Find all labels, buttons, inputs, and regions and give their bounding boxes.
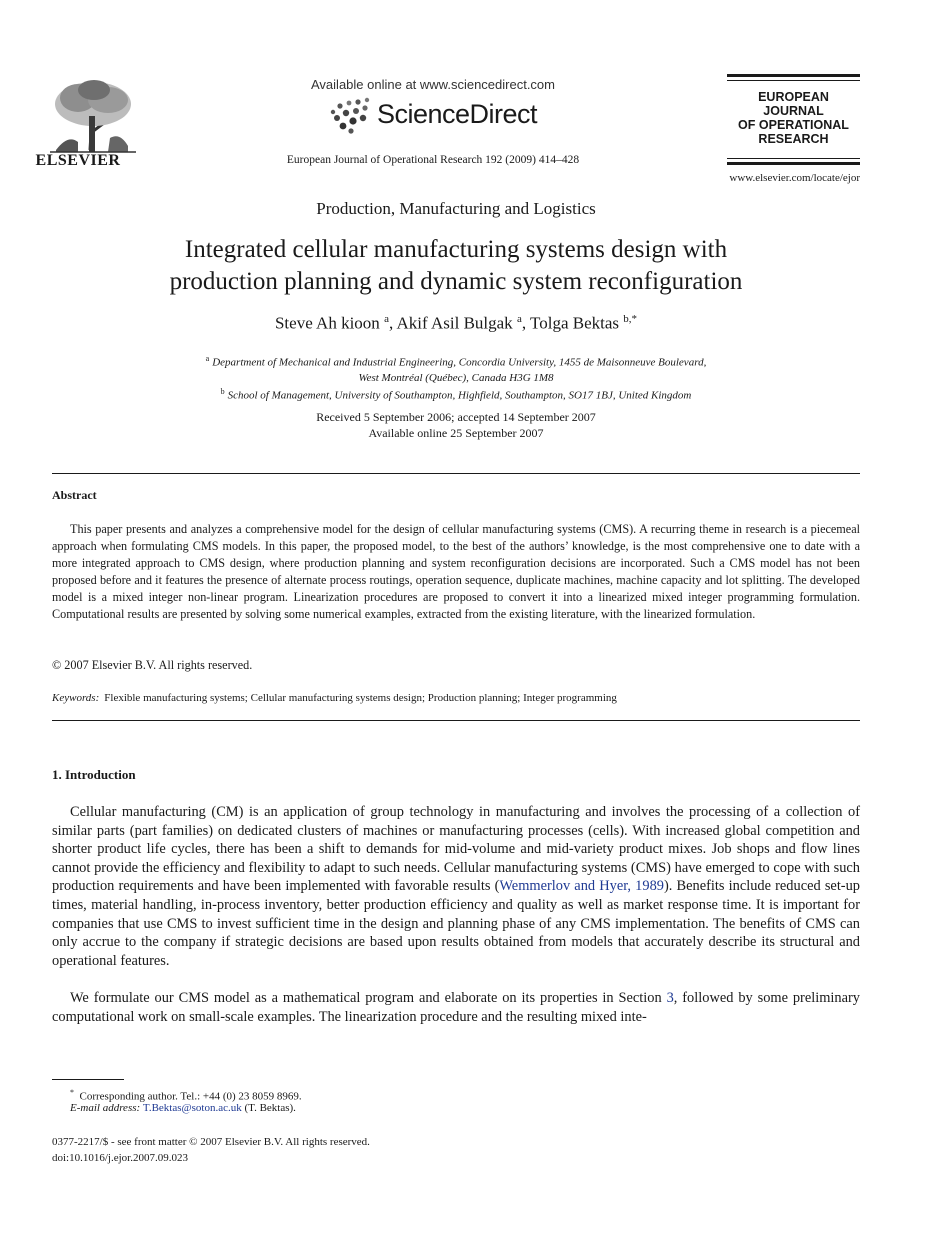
affiliation-line: Department of Mechanical and Industrial Engineering, Concordia University, 1455 de Maisonneuve Boulevard, (212, 356, 707, 369)
footnote-mark: * (70, 1088, 74, 1097)
paragraph-text: We formulate our CMS model as a mathematical program and elaborate on its properties in Section (70, 990, 667, 1006)
abstract-copyright: © 2007 Elsevier B.V. All rights reserved. (52, 658, 253, 672)
issn-line: 0377-2217/$ - see front matter © 2007 Elsevier B.V. All rights reserved. (52, 1136, 370, 1148)
section-heading-introduction: 1. Introduction (52, 767, 136, 782)
journal-logo-text: EUROPEAN JOURNAL OF OPERATIONAL RESEARCH (738, 90, 849, 146)
journal-logo-rule-bottom (727, 162, 860, 165)
email-link[interactable]: T.Bektas@soton.ac.uk (142, 1102, 242, 1114)
author-name[interactable]: Tolga Bektas (530, 313, 620, 333)
author-separator: , (388, 313, 397, 333)
paragraph-text: ). Benefits include reduced set-up times, material handling, in-process inventory, better production efficiency and quality as well as market response time. It is important for companies that use CMS to invest sufficient time in the design and planning phase of any CMS implementation. The benefits of CMS can only accrue to the company if strategic decisions are based upon results obtained from models that accurately describe its structural and operational features. (52, 878, 860, 969)
affiliation-a (130, 351, 782, 386)
divider (52, 473, 860, 474)
author-separator: , (521, 313, 531, 333)
author-list (0, 313, 912, 334)
author-affiliation-mark[interactable]: b,* (623, 313, 638, 325)
paragraph-text: , followed by some preliminary computational work on small-scale examples. The linearization procedure and the resulting mixed inte- (52, 990, 860, 1025)
received-date: Received 5 September 2006; accepted 14 September 2007 (316, 410, 596, 424)
doi-link[interactable]: doi:10.1016/j.ejor.2007.09.023 (52, 1152, 188, 1164)
affiliation-line: School of Management, University of Southampton, Highfield, Southampton, SO17 1BJ, United Kingdom (227, 389, 692, 402)
email-label: E-mail address: (70, 1102, 141, 1114)
sciencedirect-logo (325, 96, 555, 136)
keywords (52, 692, 860, 704)
keywords-list: Flexible manufacturing systems; Cellular manufacturing systems design; Production planning; Integer programming (104, 692, 617, 704)
author-name[interactable]: Steve Ah kioon (274, 313, 380, 333)
available-online-text: Available online at www.sciencedirect.com (311, 77, 555, 92)
author-affiliation-mark[interactable]: a (516, 313, 522, 325)
footnote-divider (52, 1079, 124, 1080)
paragraph-text: Cellular manufacturing (CM) is an application of group technology in manufacturing and involves the processing of a collection of similar parts (part families) on dedicated clusters of machines or manufacturing processes (cells). With increased global competition and shorter product life cycles, there has been a shift to demands for mid-volume and mid-variety product mixes. Job shops and flow lines cannot provide the efficiency and flexibility to adapt to such needs. Cellular manufacturing systems (CMS) have emerged to cope with such production requirements and have been implemented with favorable results ( (52, 804, 860, 895)
affiliation-b (130, 384, 782, 404)
intro-paragraph-2 (52, 989, 860, 1026)
journal-logo-rule-top (727, 74, 860, 77)
title-line-1: Integrated cellular manufacturing systems design with (184, 236, 728, 263)
publisher-name: ELSEVIER (35, 152, 121, 169)
sciencedirect-dots-icon (325, 96, 377, 136)
journal-logo-rule-bottom-thin (727, 158, 860, 159)
author-name[interactable]: Akif Asil Bulgak (396, 313, 513, 333)
journal-logo (727, 74, 860, 166)
affiliation-line: West Montréal (Québec), Canada H3G 1M8 (358, 371, 554, 384)
keywords-label: Keywords: (52, 692, 100, 704)
affiliation-mark: a (205, 354, 210, 363)
journal-citation: European Journal of Operational Research 192 (2009) 414–428 (286, 154, 580, 166)
affiliation-mark: b (220, 387, 225, 396)
section-link[interactable]: 3 (666, 990, 674, 1006)
abstract-heading: Abstract (52, 488, 97, 502)
sciencedirect-wordmark: ScienceDirect (377, 99, 538, 129)
abstract-body: This paper presents and analyzes a comprehensive model for the design of cellular manufacturing systems (CMS). A recurring theme in research is a piecemeal approach when formulating CMS models. In this paper, the proposed model, to the best of the authors’ knowledge, is the most comprehensive one to date with a more integrated approach to CMS design, where production planning and system reconfiguration decisions are incorporated. Such a CMS model has not been proposed before and it features the presence of alternate process routings, operation sequence, duplicate machines, machine capacity and lot splitting. The developed model is a mixed integer non-linear program. Linearization procedures are proposed to convert it into a linearized mixed integer programming formulation. Computational results are presented by solving some numerical examples, extracted from the existing literature, with the linearized formulation. (52, 522, 860, 621)
citation-link[interactable]: Wemmerlov and Hyer, 1989 (499, 878, 664, 895)
journal-logo-rule-top-thin (727, 80, 860, 81)
divider (52, 720, 860, 721)
email-suffix: (T. Bektas). (241, 1102, 296, 1114)
title-line-2: production planning and dynamic system reconfiguration (169, 268, 743, 295)
article-history (0, 409, 912, 441)
corresponding-author-text: Corresponding author. Tel.: +44 (0) 23 8059 8969. (79, 1090, 302, 1103)
journal-url-link[interactable]: www.elsevier.com/locate/ejor (729, 172, 860, 184)
email-note (70, 1101, 296, 1116)
section-label: Production, Manufacturing and Logistics (316, 199, 596, 218)
article-title (100, 234, 812, 298)
intro-paragraph-1 (52, 803, 860, 970)
available-date: Available online 25 September 2007 (368, 426, 544, 440)
author-affiliation-mark[interactable]: a (384, 313, 389, 325)
